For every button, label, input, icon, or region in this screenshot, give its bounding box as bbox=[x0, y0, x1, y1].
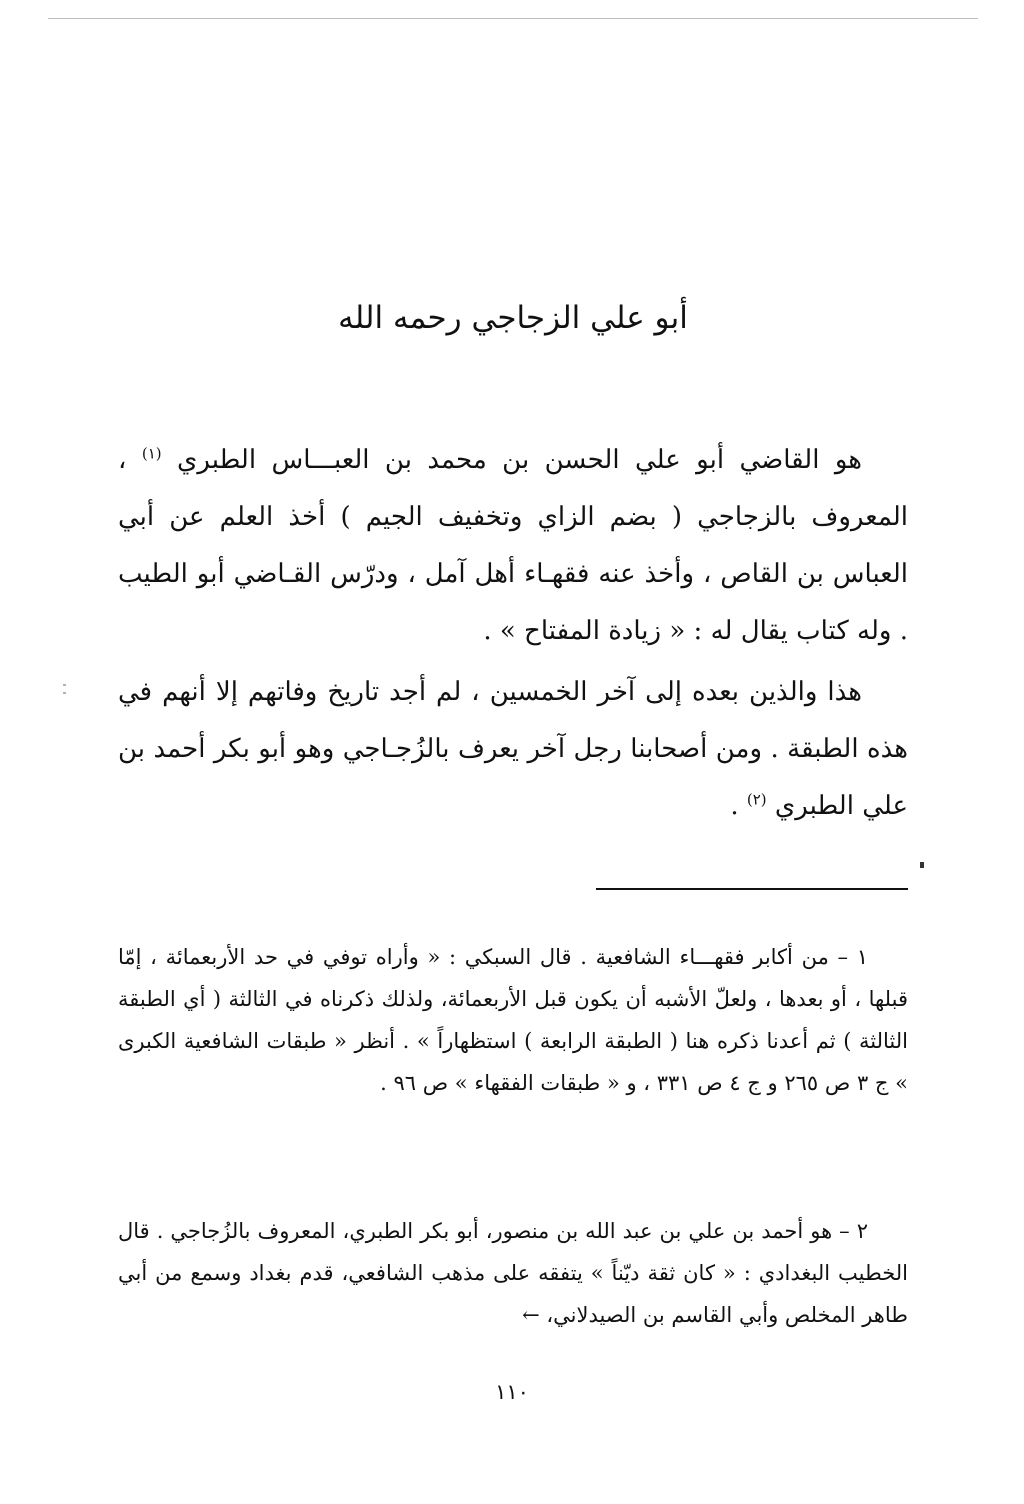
margin-mark bbox=[920, 862, 924, 868]
footnote-text: ٢ – هو أحمد بن علي بن عبد الله بن منصور، أبو بكر الطبري، المعروف بالزُجاجي . قال الخطيب البغدادي : « كان ثقة ديّناً » يتفقه على مذهب الشافعي، قدم بغداد وسمع من أبي طاهر المخلص وأبي القاسم بن الصيدلاني، ← bbox=[118, 1219, 908, 1327]
top-edge-rule bbox=[48, 18, 978, 19]
footnote-1 bbox=[118, 936, 908, 1104]
margin-speck bbox=[60, 678, 70, 706]
page-number: ١١٠ bbox=[495, 1380, 529, 1404]
footnote-reference-1: (١) bbox=[141, 444, 162, 463]
paragraph-text bbox=[118, 664, 908, 835]
page-title: أبو علي الزجاجي رحمه الله bbox=[338, 300, 688, 336]
body-paragraph-2 bbox=[118, 664, 908, 835]
footnote-2 bbox=[118, 1210, 908, 1336]
paragraph-text-start: هذا والذين بعده إلى آخر الخمسين ، لم أجد تاريخ وفاتهم إلا أنهم في هذه الطبقة . ومن أصحابنا رجل آخر يعرف بالزُجـاجي وهو أبو بكر أحمد بن علي الطبري bbox=[118, 677, 908, 821]
footnote-separator bbox=[596, 888, 908, 890]
footnote-reference-2: (٢) bbox=[746, 790, 767, 809]
paragraph-text-start: هو القاضي أبو علي الحسن بن محمد بن العبـــاس الطبري bbox=[177, 445, 862, 475]
paragraph-text bbox=[118, 432, 908, 660]
body-paragraph-1 bbox=[118, 432, 908, 660]
paragraph-text-end: . bbox=[730, 791, 747, 821]
footnote-text: ١ – من أكابر فقهـــاء الشافعية . قال السبكي : « وأراه توفي في حد الأربعمائة ، إمّا قبلها ، أو بعدها ، ولعلّ الأشبه أن يكون قبل الأربعمائة، ولذلك ذكرناه في الثالثة ( أي الطبقة الثالثة ) ثم أعدنا ذكره هنا ( الطبقة الرابعة ) استظهاراً » . أنظر « طبقات الشافعية الكبرى » ج ٣ ص ٢٦٥ و ج ٤ ص ٣٣١ ، و « طبقات الفقهاء » ص ٩٦ . bbox=[118, 945, 908, 1095]
paragraph-text-end: ، المعروف بالزجاجي ( بضم الزاي وتخفيف الجيم ) أخذ العلم عن أبي العباس بن القاص ، وأخذ عنه فقهـاء أهل آمل ، ودرّس القـاضي أبو الطيب . وله كتاب يقال له : « زيادة المفتاح » . bbox=[118, 445, 908, 646]
